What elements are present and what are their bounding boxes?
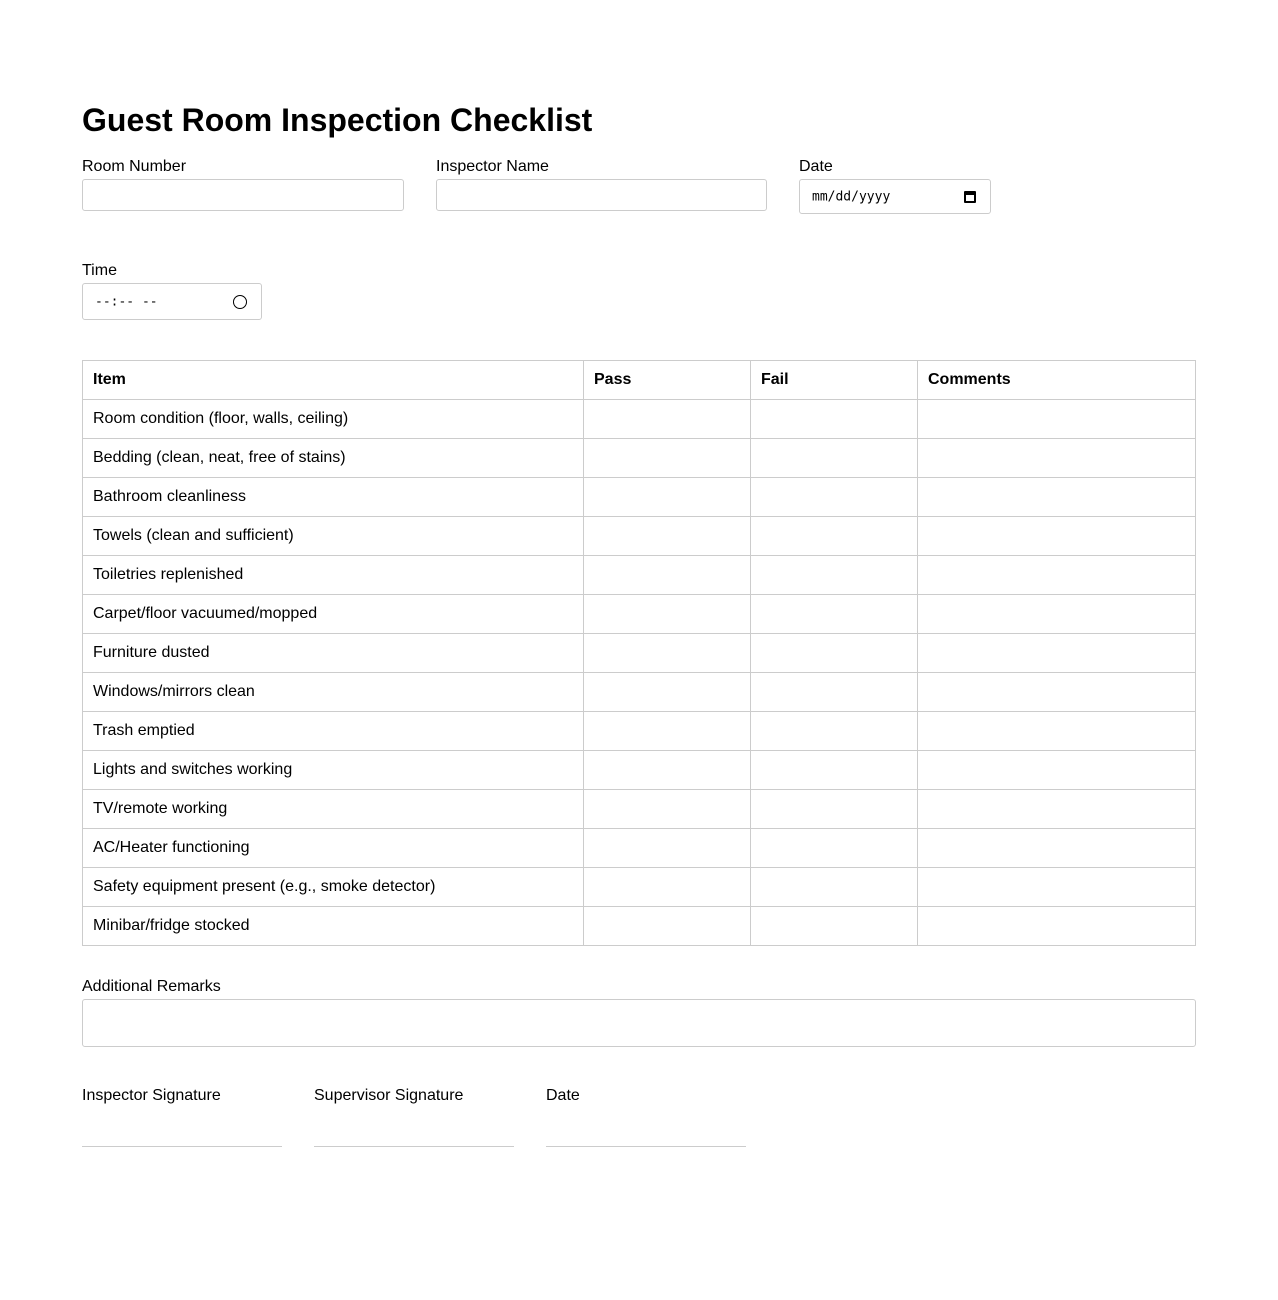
header-fail: Fail	[751, 361, 918, 400]
fail-cell[interactable]	[751, 751, 918, 790]
comments-cell[interactable]	[918, 790, 1196, 829]
item-cell: Room condition (floor, walls, ceiling)	[83, 400, 584, 439]
table-row	[83, 673, 1196, 712]
pass-cell[interactable]	[584, 556, 751, 595]
table-row	[83, 478, 1196, 517]
remarks-label: Additional Remarks	[82, 978, 221, 995]
inspector-signature-label: Inspector Signature	[82, 1087, 221, 1104]
item-cell: Carpet/floor vacuumed/mopped	[83, 595, 584, 634]
signature-date-label: Date	[546, 1087, 580, 1104]
item-cell: Towels (clean and sufficient)	[83, 517, 584, 556]
table-row	[83, 751, 1196, 790]
date-placeholder: mm/dd/yyyy	[812, 189, 891, 204]
time-placeholder: --:-- --	[95, 294, 158, 309]
table-row	[83, 790, 1196, 829]
comments-cell[interactable]	[918, 712, 1196, 751]
comments-cell[interactable]	[918, 556, 1196, 595]
table-row	[83, 868, 1196, 907]
table-row	[83, 634, 1196, 673]
comments-cell[interactable]	[918, 751, 1196, 790]
pass-cell[interactable]	[584, 673, 751, 712]
fail-cell[interactable]	[751, 556, 918, 595]
room-number-input[interactable]	[82, 179, 404, 211]
supervisor-signature-line[interactable]	[314, 1146, 514, 1147]
item-cell: Toiletries replenished	[83, 556, 584, 595]
fail-cell[interactable]	[751, 829, 918, 868]
calendar-icon[interactable]	[964, 191, 976, 203]
time-input[interactable]	[82, 283, 262, 320]
pass-cell[interactable]	[584, 439, 751, 478]
fail-cell[interactable]	[751, 517, 918, 556]
table-row	[83, 400, 1196, 439]
signature-date-line[interactable]	[546, 1146, 746, 1147]
pass-cell[interactable]	[584, 400, 751, 439]
header-pass: Pass	[584, 361, 751, 400]
page-title: Guest Room Inspection Checklist	[82, 102, 593, 138]
supervisor-signature-label: Supervisor Signature	[314, 1087, 464, 1104]
comments-cell[interactable]	[918, 439, 1196, 478]
pass-cell[interactable]	[584, 907, 751, 946]
inspector-signature-line[interactable]	[82, 1146, 282, 1147]
pass-cell[interactable]	[584, 829, 751, 868]
inspector-name-label: Inspector Name	[436, 158, 549, 175]
comments-cell[interactable]	[918, 400, 1196, 439]
pass-cell[interactable]	[584, 868, 751, 907]
pass-cell[interactable]	[584, 712, 751, 751]
comments-cell[interactable]	[918, 517, 1196, 556]
item-cell: Windows/mirrors clean	[83, 673, 584, 712]
comments-cell[interactable]	[918, 595, 1196, 634]
pass-cell[interactable]	[584, 634, 751, 673]
table-row	[83, 829, 1196, 868]
fail-cell[interactable]	[751, 712, 918, 751]
header-item: Item	[83, 361, 584, 400]
fail-cell[interactable]	[751, 595, 918, 634]
pass-cell[interactable]	[584, 517, 751, 556]
item-cell: Safety equipment present (e.g., smoke detector)	[83, 868, 584, 907]
fail-cell[interactable]	[751, 439, 918, 478]
pass-cell[interactable]	[584, 595, 751, 634]
table-row	[83, 907, 1196, 946]
item-cell: Trash emptied	[83, 712, 584, 751]
time-label: Time	[82, 262, 117, 279]
item-cell: Bathroom cleanliness	[83, 478, 584, 517]
item-cell: TV/remote working	[83, 790, 584, 829]
item-cell: Bedding (clean, neat, free of stains)	[83, 439, 584, 478]
pass-cell[interactable]	[584, 478, 751, 517]
item-cell: Minibar/fridge stocked	[83, 907, 584, 946]
fail-cell[interactable]	[751, 868, 918, 907]
fail-cell[interactable]	[751, 478, 918, 517]
fail-cell[interactable]	[751, 400, 918, 439]
comments-cell[interactable]	[918, 634, 1196, 673]
item-cell: Lights and switches working	[83, 751, 584, 790]
table-row	[83, 439, 1196, 478]
fail-cell[interactable]	[751, 907, 918, 946]
fail-cell[interactable]	[751, 673, 918, 712]
fail-cell[interactable]	[751, 790, 918, 829]
pass-cell[interactable]	[584, 790, 751, 829]
inspector-name-input[interactable]	[436, 179, 767, 211]
item-cell: Furniture dusted	[83, 634, 584, 673]
comments-cell[interactable]	[918, 478, 1196, 517]
pass-cell[interactable]	[584, 751, 751, 790]
comments-cell[interactable]	[918, 829, 1196, 868]
remarks-textarea[interactable]	[82, 999, 1196, 1047]
comments-cell[interactable]	[918, 868, 1196, 907]
header-comments: Comments	[918, 361, 1196, 400]
table-row	[83, 712, 1196, 751]
date-input[interactable]	[799, 179, 991, 214]
room-number-label: Room Number	[82, 158, 187, 175]
table-row	[83, 556, 1196, 595]
table-row	[83, 595, 1196, 634]
item-cell: AC/Heater functioning	[83, 829, 584, 868]
table-header-row	[83, 361, 1196, 400]
date-label: Date	[799, 158, 833, 175]
comments-cell[interactable]	[918, 673, 1196, 712]
clock-icon[interactable]	[233, 295, 247, 309]
checklist-table	[82, 360, 1196, 946]
table-row	[83, 517, 1196, 556]
comments-cell[interactable]	[918, 907, 1196, 946]
fail-cell[interactable]	[751, 634, 918, 673]
